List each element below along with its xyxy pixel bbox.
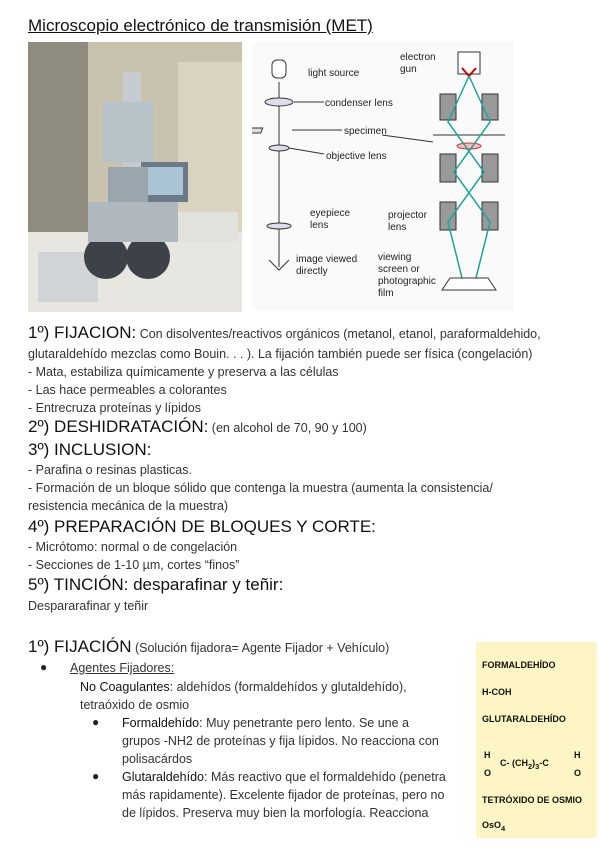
chem-h-left: H	[484, 750, 491, 760]
heading-fijacion: 1º) FIJACION:	[28, 323, 137, 342]
glutaraldehido-line	[122, 768, 446, 786]
oso4-base: OsO	[482, 820, 502, 830]
chem-o-left: O	[484, 768, 492, 778]
deshidratacion-note: (en alcohol de 70, 90 y 100)	[208, 421, 367, 435]
fijacion-item: - Entrecruza proteínas y lípidos	[28, 401, 201, 415]
glutaraldehido-text: Más reactivo que el formaldehído (penetra	[207, 770, 446, 784]
section-deshidratacion	[28, 418, 367, 437]
chem-c: -C	[539, 758, 549, 768]
fijacion-item: - Las hace permeables a colorantes	[28, 383, 227, 397]
no-coagulantes-text: : aldehídos (formaldehídos y glutaldehído),	[169, 680, 407, 694]
label-projector-lens: lens	[388, 222, 407, 233]
preparacion-item: - Secciones de 1-10 µm, cortes “finos”	[28, 558, 240, 572]
heading-inclusion: 3º) INCLUSION:	[28, 440, 152, 459]
heading-fijacion-detail: 1º) FIJACIÓN	[28, 637, 132, 656]
heading-preparacion: 4º) PREPARACIÓN DE BLOQUES Y CORTE:	[28, 517, 376, 536]
label-directly: directly	[296, 266, 328, 277]
bullet-icon: ●	[92, 769, 100, 783]
no-coagulantes-label: No Coagulantes	[80, 680, 170, 694]
glutaraldehido-text-3: de lípidos. Preserva muy bien la morfología. Reacciona	[122, 806, 429, 820]
label-electron: electron	[400, 52, 436, 63]
label-projector: projector	[388, 210, 427, 221]
no-coagulantes-text-2: tetraóxido de osmio	[80, 698, 190, 712]
glutaraldehido-label: Glutaraldehído:	[122, 770, 208, 784]
formaldehido-text-3: polisacárdos	[122, 752, 193, 766]
label-eyepiece-lens: lens	[310, 220, 329, 231]
oso4-sub: 4	[501, 823, 506, 833]
bullet-icon: ●	[40, 660, 48, 674]
formaldehido-label: Formaldehído:	[122, 716, 203, 730]
label-specimen: specimen	[344, 126, 387, 137]
agentes-fijadores: Agentes Fijadores:	[70, 661, 175, 675]
inclusion-item: - Formación de un bloque sólido que contenga la muestra (aumenta la consistencia/	[28, 481, 493, 495]
label-eyepiece: eyepiece	[310, 208, 351, 219]
chemical-formulas-box	[476, 642, 597, 838]
formula-glutaraldehido: GLUTARALDEHÍDO	[482, 714, 566, 724]
section-fijacion	[28, 324, 541, 343]
formula-tetroxido: TETRÓXIDO DE OSMIO	[482, 795, 583, 805]
chem-o-right: O	[574, 768, 582, 778]
fijacion-lead-2: glutaraldehído mezclas como Bouin. . . ). La fijación también puede ser física (congelación)	[28, 347, 533, 361]
tincion-body: Despararafinar y teñir	[28, 599, 149, 613]
section-fijacion-detail	[28, 638, 389, 657]
formula-oso4	[482, 820, 505, 833]
tem-diagram	[252, 42, 514, 310]
label-gun: gun	[400, 64, 417, 75]
label-light-source: light source	[308, 68, 360, 79]
label-image-viewed: image viewed	[296, 254, 358, 265]
chem-mid: C- (CH	[500, 758, 528, 768]
formaldehido-text-2: grupos -NH2 de proteínas y fija lípidos. No reacciona con	[122, 734, 439, 748]
fijacion-detail-note: (Solución fijadora= Agente Fijador + Vehículo)	[131, 641, 390, 655]
page-title: Microscopio electrónico de transmisión (MET)	[28, 16, 373, 35]
fijacion-item: - Mata, estabiliza químicamente y preserva a las células	[28, 365, 339, 379]
chem-h-right: H	[574, 750, 581, 760]
label-photographic: photographic	[378, 276, 436, 287]
heading-tincion: 5º) TINCIÓN: desparafinar y teñir:	[28, 575, 284, 594]
glutaraldehido-text-2: más rapidamente). Excelente fijador de proteínas, pero no	[122, 788, 445, 802]
preparacion-item: - Micrótomo: normal o de congelación	[28, 540, 238, 554]
heading-deshidratacion: 2º) DESHIDRATACIÓN:	[28, 417, 209, 436]
formula-formaldehido: FORMALDEHÍDO	[482, 660, 556, 670]
chem-sub3: 3	[535, 761, 540, 771]
inclusion-item: resistencia mecánica de la muestra)	[28, 499, 229, 513]
chem-sub: 2	[528, 761, 533, 771]
no-coagulantes	[80, 678, 407, 696]
chem-end: )	[532, 758, 536, 768]
label-viewing: viewing	[378, 252, 412, 263]
label-screen: screen or	[378, 264, 420, 275]
formula-hcoh: H-COH	[482, 687, 512, 697]
fijacion-lead: Con disolventes/reactivos orgánicos (metanol, etanol, paraformaldehido,	[136, 327, 541, 341]
bullet-icon: ●	[92, 715, 100, 729]
label-condenser: condenser lens	[325, 98, 393, 109]
inclusion-item: - Parafina o resinas plasticas.	[28, 463, 192, 477]
label-objective: objective lens	[326, 151, 387, 162]
formaldehido-text: Muy penetrante pero lento. Se une a	[202, 716, 409, 730]
chem-chain	[500, 758, 549, 771]
formaldehido-line	[122, 714, 409, 732]
microscope-photo	[28, 42, 242, 312]
label-film: film	[378, 288, 394, 299]
